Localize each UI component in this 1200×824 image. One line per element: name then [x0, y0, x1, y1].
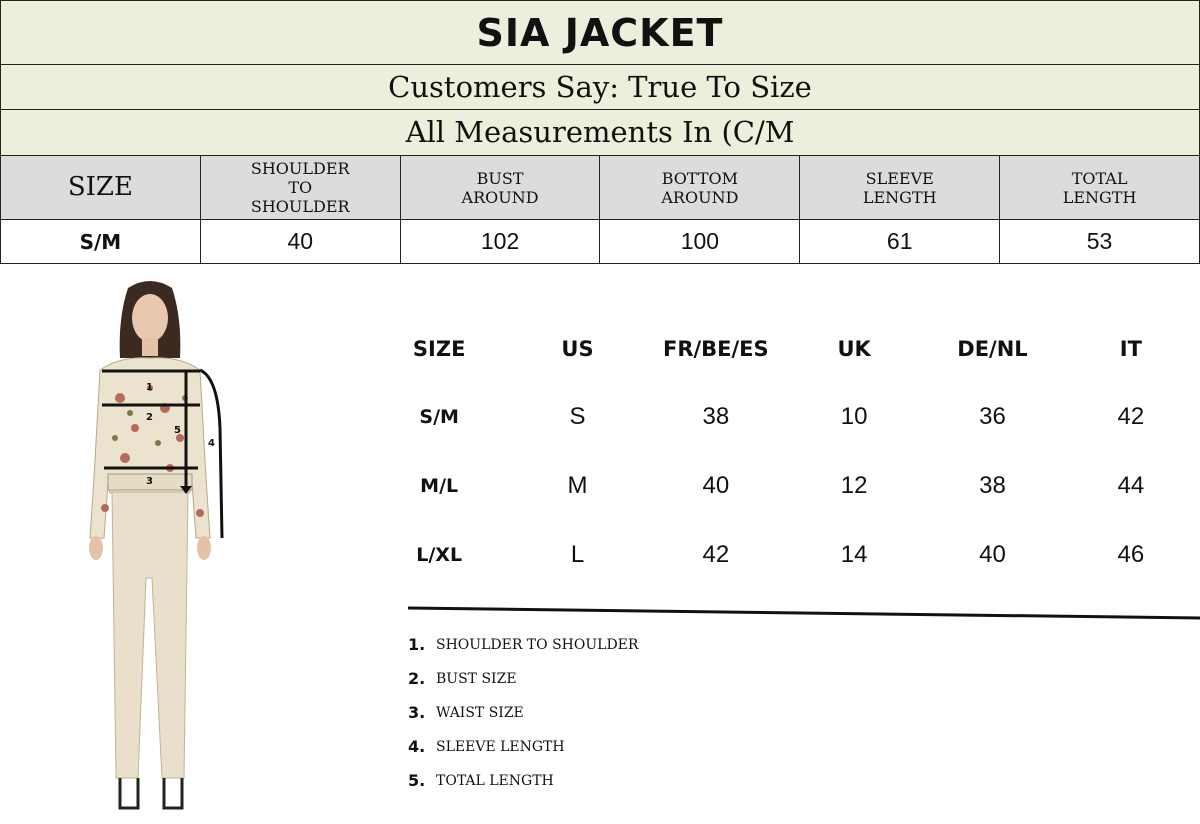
legend-label: WAIST SIZE: [436, 705, 524, 721]
conv-header-it: IT: [1119, 337, 1142, 361]
conv-cell: 10: [840, 402, 868, 430]
marker-4: 4: [208, 438, 215, 449]
legend-number: 5.: [408, 771, 426, 790]
model-face: [132, 294, 168, 342]
legend-item: [408, 696, 638, 730]
header-sleeve-line2: LENGTH: [862, 187, 937, 207]
conv-cell: 42: [702, 540, 730, 568]
subtitle-band-fit: [0, 64, 1200, 110]
legend-label: SLEEVE LENGTH: [436, 739, 565, 755]
header-shoulder: [200, 156, 400, 220]
conv-cell: 40: [702, 471, 730, 499]
model-pants: [112, 492, 188, 778]
conv-header-de: DE/NL: [957, 337, 1028, 361]
header-bottom: [600, 156, 800, 220]
conv-cell: 14: [840, 540, 868, 568]
fit-note: Customers Say: True To Size: [388, 70, 812, 104]
conv-cell: 40: [979, 540, 1006, 568]
cell-bust: 102: [400, 220, 600, 264]
legend-item: [408, 764, 638, 798]
header-bust-line2: AROUND: [461, 187, 539, 207]
cell-shoulder: 40: [200, 220, 400, 264]
conv-header-us: US: [561, 337, 594, 361]
conv-header-fr: FR/BE/ES: [662, 337, 769, 361]
conversion-row: [370, 520, 1200, 589]
header-sleeve: [800, 156, 1000, 220]
header-bottom-line1: BOTTOM: [661, 168, 739, 188]
header-shoulder-line1: SHOULDER: [250, 159, 350, 178]
marker-5: 5: [174, 425, 181, 436]
marker-3: 3: [146, 476, 153, 487]
header-bust: [400, 156, 600, 220]
cell-size: S/M: [1, 220, 201, 264]
model-right-hand: [197, 536, 211, 560]
model-shoes: [120, 778, 182, 808]
page-title: SIA JACKET: [476, 11, 724, 55]
marker-1: 1: [146, 382, 153, 393]
conv-cell: 42: [1117, 402, 1145, 430]
model-left-hand: [89, 536, 103, 560]
legend-number: 2.: [408, 669, 426, 688]
conv-cell: 44: [1117, 471, 1145, 499]
header-total-line2: LENGTH: [1062, 187, 1137, 207]
legend-number: 1.: [408, 635, 426, 654]
legend-label: BUST SIZE: [436, 671, 517, 687]
conv-cell: 12: [840, 471, 868, 499]
conv-cell: S: [569, 402, 586, 430]
conv-header-size: SIZE: [412, 337, 466, 361]
conversion-row: [370, 451, 1200, 520]
conv-cell: L: [570, 540, 585, 568]
legend-item: [408, 662, 638, 696]
measurement-table: [0, 155, 1200, 264]
header-total-line1: TOTAL: [1071, 168, 1128, 188]
header-total: [1000, 156, 1200, 220]
legend-number: 3.: [408, 703, 426, 722]
measurement-row: [1, 220, 1200, 264]
header-size: SIZE: [1, 156, 201, 220]
cell-total: 53: [1000, 220, 1200, 264]
marker-2: 2: [146, 412, 153, 423]
conv-cell: S/M: [419, 405, 459, 428]
title-band: [0, 0, 1200, 65]
section-divider: [408, 606, 1200, 622]
header-shoulder-line2: TO: [288, 178, 313, 197]
conv-cell: 38: [702, 402, 730, 430]
header-shoulder-line3: SHOULDER: [250, 197, 350, 216]
units-note: All Measurements In (C/M: [405, 115, 795, 149]
header-bottom-line2: AROUND: [661, 187, 739, 207]
measurement-legend: [408, 628, 638, 798]
model-measurement-figure: [60, 278, 240, 818]
conv-cell: 38: [979, 471, 1006, 499]
legend-item: [408, 628, 638, 662]
legend-number: 4.: [408, 737, 426, 756]
legend-item: [408, 730, 638, 764]
measurement-header-row: [1, 156, 1200, 220]
conv-cell: L/XL: [416, 543, 463, 566]
subtitle-band-units: [0, 109, 1200, 156]
header-bust-line1: BUST: [476, 168, 524, 188]
conv-cell: 46: [1117, 540, 1145, 568]
conv-cell: M: [567, 471, 588, 499]
size-conversion-table: [370, 316, 1200, 589]
conv-header-uk: UK: [837, 337, 871, 361]
conv-cell: 36: [979, 402, 1006, 430]
legend-label: SHOULDER TO SHOULDER: [436, 637, 639, 653]
cell-bottom: 100: [600, 220, 800, 264]
cell-sleeve: 61: [800, 220, 1000, 264]
conv-cell: M/L: [420, 474, 459, 497]
conversion-header-row: [370, 316, 1200, 382]
header-sleeve-line1: SLEEVE: [865, 168, 934, 188]
conversion-row: [370, 382, 1200, 451]
legend-label: TOTAL LENGTH: [436, 773, 554, 789]
model-neck: [142, 338, 158, 356]
